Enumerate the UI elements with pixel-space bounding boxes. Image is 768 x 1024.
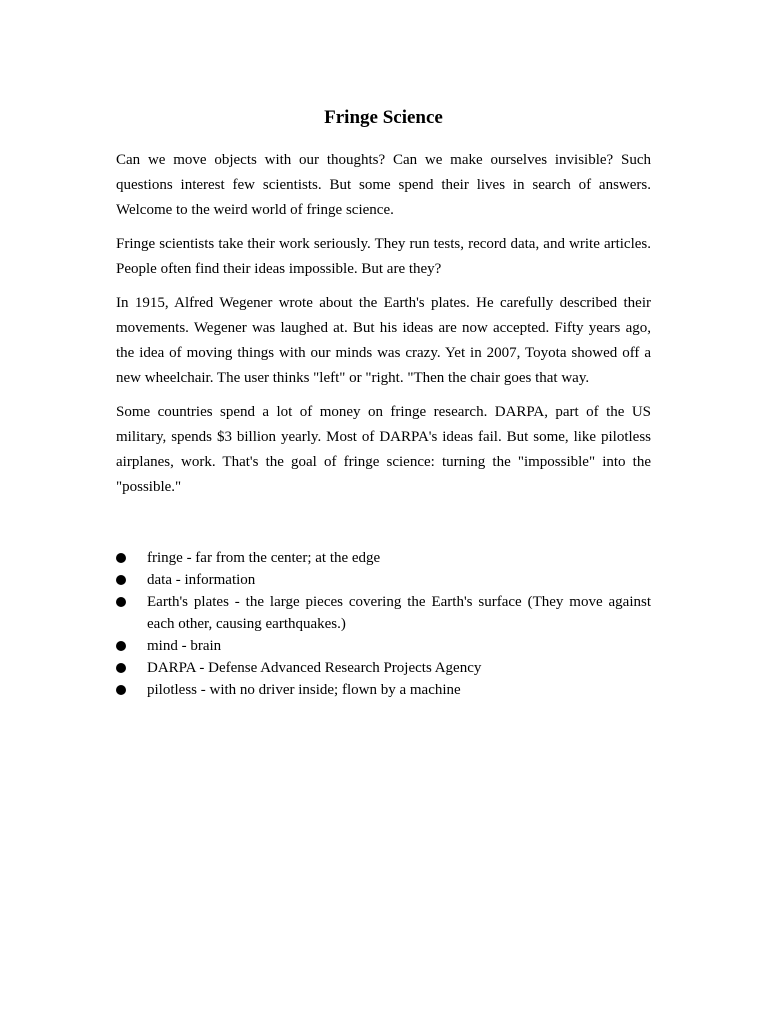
paragraph-intro: Can we move objects with our thoughts? Can we make ourselves invisible? Such questions interest few scientists. But some spend their lives in search of answers. Welcome to the weird world of fringe science.	[116, 152, 651, 218]
glossary-item-data	[116, 569, 651, 591]
glossary-item-text: data - information	[147, 572, 256, 588]
bullet-icon	[116, 597, 126, 607]
bullet-icon	[116, 663, 126, 673]
glossary-item-text: DARPA - Defense Advanced Research Projects Agency	[147, 660, 482, 676]
paragraph-scientists: Fringe scientists take their work seriously. They run tests, record data, and write articles. People often find their ideas impossible. But are they?	[116, 236, 651, 277]
glossary-item-pilotless	[116, 679, 651, 701]
glossary-item-text: pilotless - with no driver inside; flown by a machine	[147, 682, 461, 698]
paragraph-wegener: In 1915, Alfred Wegener wrote about the Earth's plates. He carefully described their movements. Wegener was laughed at. But his ideas are now accepted. Fifty years ago, the idea of moving things with our minds was crazy. Yet in 2007, Toyota showed off a new wheelchair. The user thinks "left" or "right. "Then the chair goes that way.	[116, 295, 651, 386]
glossary-item-text: mind - brain	[147, 638, 222, 654]
glossary-item-mind	[116, 635, 651, 657]
glossary-item-earths-plates	[116, 591, 651, 635]
glossary-item-fringe	[116, 547, 651, 569]
paragraph-darpa: Some countries spend a lot of money on fringe research. DARPA, part of the US military, spends $3 billion yearly. Most of DARPA's ideas fail. But some, like pilotless airplanes, work. That's the goal of fringe science: turning the "impossible" into the "possible."	[116, 404, 651, 495]
glossary-item-darpa	[116, 657, 651, 679]
document-title: Fringe Science	[324, 107, 443, 128]
bullet-icon	[116, 641, 126, 651]
glossary-list	[116, 547, 651, 701]
glossary-item-text: fringe - far from the center; at the edge	[147, 550, 381, 566]
bullet-icon	[116, 685, 126, 695]
glossary-item-text: Earth's plates - the large pieces covering the Earth's surface (They move against each other, causing earthquakes.)	[147, 594, 651, 632]
bullet-icon	[116, 553, 126, 563]
document-page	[116, 106, 651, 701]
bullet-icon	[116, 575, 126, 585]
